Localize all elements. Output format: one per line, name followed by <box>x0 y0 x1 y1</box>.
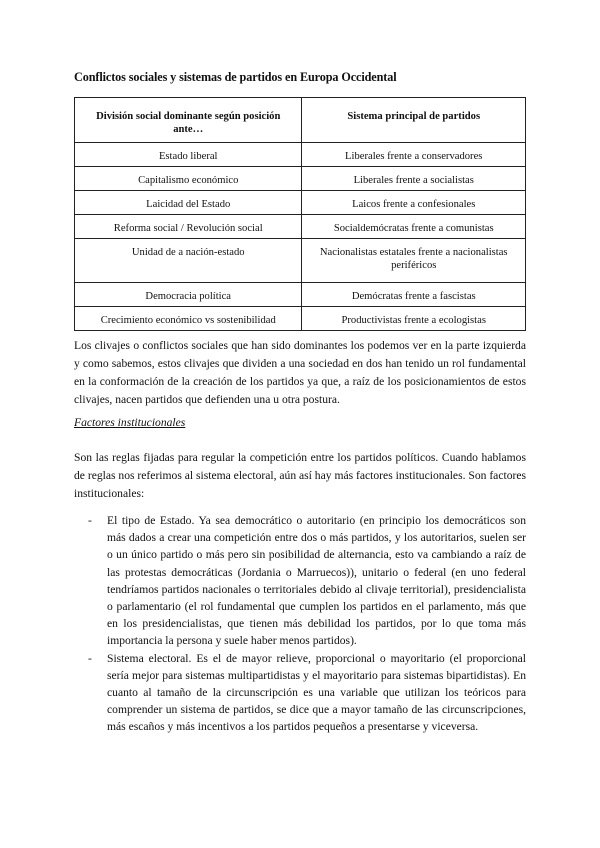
table-row <box>75 167 526 191</box>
document-title: Conflictos sociales y sistemas de partidos en Europa Occidental <box>74 70 397 84</box>
table-row <box>75 191 526 215</box>
header-party-system: Sistema principal de partidos <box>302 98 526 143</box>
list-item-text: Sistema electoral. Es el de mayor relieve, proporcional o mayoritario (el proporcional sería mejor para sistemas multipartidistas y el mayoritario para sistemas bipartidistas). En cuanto al tamaño de la circunscripción es una variable que utilizan los teóricos para comprender un sistema de partidos, se dice que a mayor tamaño de las circunscripciones, más escaños y más incentivos a los partidos pequeños a presentarse y viceversa. <box>107 651 526 734</box>
table-row <box>75 307 526 331</box>
paragraph-cleavages: Los clivajes o conflictos sociales que han sido dominantes los podemos ver en la parte izquierda y como sabemos, estos clivajes que dividen a una sociedad en dos han tenido un rol fundamental en la conformación de la creación de los partidos ya que, a raíz de los posicionamientos de estos clivajes, nacen partidos que defienden una u otra postura. <box>74 339 526 406</box>
table-row <box>75 283 526 307</box>
table-cell: Estado liberal <box>75 143 302 167</box>
bullet-dash: - <box>88 651 92 665</box>
table-row <box>75 239 526 283</box>
table-row <box>75 143 526 167</box>
table-cell: Productivistas frente a ecologistas <box>302 307 526 331</box>
cleavage-table <box>74 97 526 331</box>
table-cell: Demócratas frente a fascistas <box>302 283 526 307</box>
table-cell: Liberales frente a socialistas <box>302 167 526 191</box>
header-social-division: División social dominante según posición ante… <box>75 98 302 143</box>
table-cell: Laicos frente a confesionales <box>302 191 526 215</box>
list-item <box>74 650 526 736</box>
table-cell: Capitalismo económico <box>75 167 302 191</box>
table-cell: Unidad de a nación-estado <box>75 239 302 283</box>
table-cell: Reforma social / Revolución social <box>75 215 302 239</box>
table-row <box>75 215 526 239</box>
bullet-list <box>74 512 526 736</box>
table-cell: Liberales frente a conservadores <box>302 143 526 167</box>
section-heading: Factores institucionales <box>74 416 186 429</box>
bullet-dash: - <box>88 514 92 527</box>
list-item-text: El tipo de Estado. Ya sea democrático o autoritario (en principio los democráticos son más dados a crear una competición entre dos o más partidos, y los autoritarios, suelen ser o un único partido o más pero sin posibilidad de alternancia, esto va cambiando a raíz de las protestas democráticas (Jordania o Marruecos)), unitario o federal (en uno federal tendríamos partidos nacionales o territoriales debido al clivaje territorial), presidencialista o parlamentario (el rol fundamental que cumplen los partidos en el parlamento, más que en los presidencialistas, que tienen más debilidad los partidos, por lo que toma más importancia la persona y suele haber menos partidos). <box>107 514 526 648</box>
table-header-row <box>75 98 526 143</box>
table-cell: Nacionalistas estatales frente a nacionalistas periféricos <box>302 239 526 283</box>
table-cell: Socialdemócratas frente a comunistas <box>302 215 526 239</box>
list-item <box>74 512 526 650</box>
table-cell: Laicidad del Estado <box>75 191 302 215</box>
table-cell: Crecimiento económico vs sostenibilidad <box>75 307 302 331</box>
paragraph-institutional-factors: Son las reglas fijadas para regular la competición entre los partidos políticos. Cuando hablamos de reglas nos referimos al sistema electoral, aún así hay más factores institucionales. Son factores institucionales: <box>74 451 527 500</box>
table-cell: Democracia política <box>75 283 302 307</box>
